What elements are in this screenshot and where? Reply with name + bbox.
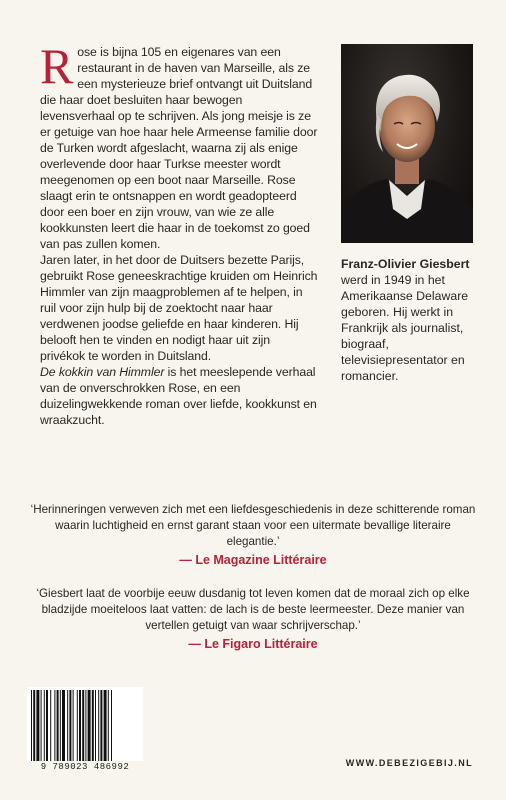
barcode-bar [54, 690, 55, 761]
author-bio [341, 256, 481, 384]
quote-text: ‘Giesbert laat de voorbije eeuw dusdanig tot leven komen dat de moraal zich op elke bladzijde moeiteloos laat vatten: de lach is de beste leermeester. Deze manier van vertellen getuigt van waar schrijverschap.’ [36, 587, 470, 632]
quote-source: — Le Magazine Littéraire [179, 553, 327, 567]
barcode-bar [111, 690, 112, 761]
author-photo [341, 44, 473, 243]
barcode-bar [36, 690, 39, 761]
back-cover-blurb [40, 38, 318, 428]
barcode-bar [85, 690, 86, 761]
barcode-bar [92, 690, 94, 761]
barcode-bar [46, 690, 48, 761]
barcode-bar [62, 690, 65, 761]
blurb-paragraph-1: ose is bijna 105 en eigenares van een restaurant in de haven van Marseille, als ze een mysterieuze brief ontvangt uit Duitsland die haar doet besluiten haar bewogen levensverhaal op te schrijven. Als jong meisje is ze er getuige van hoe haar hele Armeense familie door de Turken wordt afgeslacht, waarna zij als enige overlevende door haar Turkse meester wordt meegenomen op een boot naar Marseille. Rose slaagt erin te ontsnappen en wordt geadopteerd door een boer en zijn vrouw, van wie ze alle kookkunsten leert die haar in de toekomst zo goed van pas zullen komen. [40, 45, 318, 251]
barcode-bar [60, 690, 61, 761]
barcode-bar [95, 690, 96, 761]
barcode-bar [50, 690, 51, 761]
book-title: De kokkin van Himmler [40, 365, 165, 379]
barcode-bar [104, 690, 107, 761]
isbn-barcode [27, 687, 143, 761]
barcode-bar [98, 690, 99, 761]
blurb-paragraph-3-text: is het meeslepende verhaal van de onverschrokken Rose, en een duizelingwekkende roman over liefde, kookkunst en wraakzucht. [40, 365, 317, 427]
review-quote-2 [30, 586, 476, 652]
quote-text: ‘Herinneringen verweven zich met een liefdesgeschiedenis in deze schitterende roman waarin luchtigheid en ernst garant staan voor een uitermate bevallige literaire elegantie.’ [30, 503, 476, 548]
barcode-bar [100, 690, 102, 761]
blurb-paragraph-2: Jaren later, in het door de Duitsers bezette Parijs, gebruikt Rose geneeskrachtige kruiden om Heinrich Himmler van zijn maagproblemen af te helpen, in ruil voor zijn hulp bij de zoektocht naar haar verdwenen joodse geliefde en haar kinderen. Hij belooft hen te vinden en nodigt haar uit zijn privékok te worden in Duitsland. [40, 253, 318, 363]
author-portrait-image [341, 44, 473, 243]
barcode-bar [41, 690, 42, 761]
barcode-bar [57, 690, 59, 761]
author-bio-text: werd in 1949 in het Amerikaanse Delaware geboren. Hij werkt in Frankrijk als journalist, biograaf, televisiepresentator en romancier. [341, 273, 469, 383]
barcode-bar [44, 690, 45, 761]
barcode-bar [77, 690, 78, 761]
barcode-bar [108, 690, 109, 761]
barcode-bar [69, 690, 71, 761]
isbn-number: 9 789023 486992 [40, 762, 130, 772]
barcode-bar [73, 690, 74, 761]
publisher-url: WWW.DEBEZIGEBIJ.NL [345, 758, 473, 768]
barcode-bars [31, 690, 139, 761]
barcode-bar [33, 690, 35, 761]
quote-source: — Le Figaro Littéraire [188, 637, 318, 651]
barcode-bar [79, 690, 81, 761]
barcode-bar [67, 690, 68, 761]
blurb-paragraph-3 [40, 364, 318, 428]
review-quote-1 [30, 502, 476, 568]
barcode-bar [82, 690, 84, 761]
drop-cap: R [40, 38, 74, 94]
barcode-bar [88, 690, 91, 761]
author-name: Franz-Olivier Giesbert [341, 257, 470, 271]
barcode-bar [31, 690, 32, 761]
